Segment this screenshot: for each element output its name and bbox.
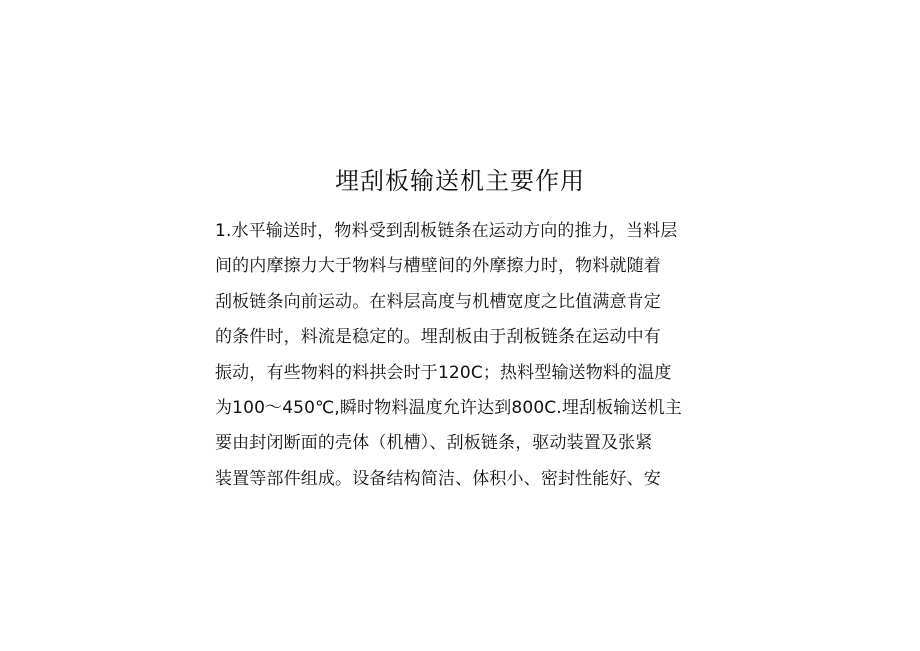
paragraph-line: 的条件时，料流是稳定的。埋刮板由于刮板链条在运动中有 [215, 327, 661, 348]
document-body [215, 214, 715, 497]
document-title: 埋刮板输送机主要作用 [335, 167, 585, 195]
paragraph-line: 振动，有些物料的料拱会时于120C；热料型输送物料的温度 [215, 362, 672, 383]
paragraph-line: 要由封闭断面的壳体（机槽）、刮板链条，驱动装置及张紧 [215, 433, 653, 454]
paragraph-line: 为100～450℃,瞬时物料温度允许达到800C.埋刮板输送机主 [215, 397, 682, 418]
paragraph-line: 1.水平输送时，物料受到刮板链条在运动方向的推力，当料层 [215, 221, 678, 241]
paragraph-line: 装置等部件组成。设备结构简洁、体积小、密封性能好、安 [215, 468, 661, 489]
paragraph-line: 刮板链条向前运动。在料层高度与机槽宽度之比值满意肯定 [215, 291, 661, 312]
paragraph-line: 间的内摩擦力大于物料与槽壁间的外摩擦力时，物料就随着 [215, 256, 661, 277]
